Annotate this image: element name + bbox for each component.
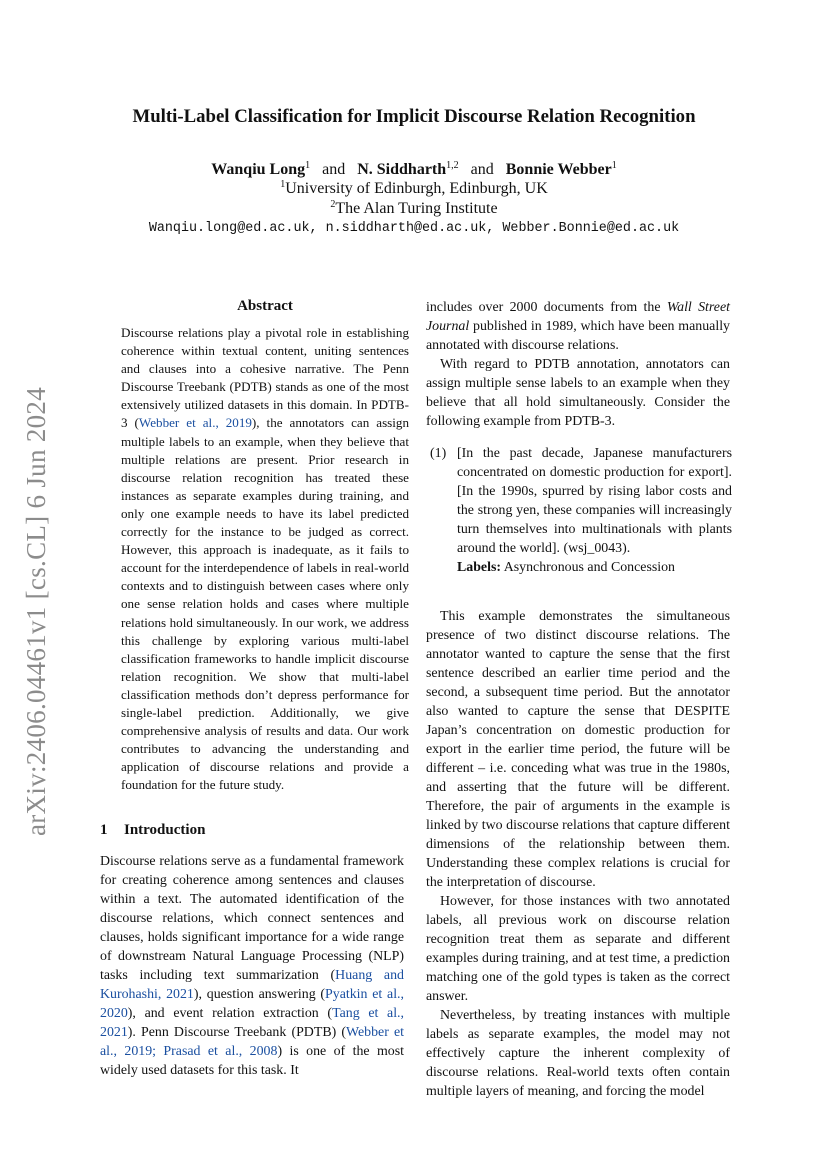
example-body xyxy=(457,444,732,577)
affiliation-sup: 2 xyxy=(330,199,336,210)
author-name: Wanqiu Long xyxy=(211,161,306,178)
paragraph-text: ). Penn Discourse Treebank (PDTB) ( xyxy=(127,1025,346,1040)
section-number: 1 xyxy=(100,822,108,838)
abstract-heading: Abstract xyxy=(237,298,293,314)
linguistic-example xyxy=(430,444,732,577)
abstract-text: Discourse relations play a pivotal role in establishing coherence within textual content, uniting sentences and clauses into a cohesive narrative. The Penn Discourse Treebank (PDTB) stands as one of the most extensively utilized datasets in this domain. In PDTB-3 ( xyxy=(121,325,409,431)
affiliation-sup: 1 xyxy=(280,179,286,190)
paragraph: This example demonstrates the simultaneous presence of two distinct discourse relations. The annotator wanted to capture the sense that the first sentence described an earlier time period and the second, a subsequent time period. But the annotator also wanted to capture the sense that DESPITE Japan’s concentration on domestic production for export in the earlier time period, the future will be different – i.e. conceding what was true in the 1980s, and asserting that the future will be different. Therefore, the pair of arguments in the example is linked by two discourse relations that capture different dimensions of the relationship between them. Understanding these complex relations is crucial for the interpretation of discourse. xyxy=(426,609,730,890)
arxiv-id: arXiv:2406.04461v1 [cs.CL] 6 Jun 2024 xyxy=(21,386,52,836)
left-column-body xyxy=(100,852,404,1080)
author-separator: and xyxy=(322,161,346,178)
paragraph-text: published in 1989, which have been manually annotated with discourse relations. xyxy=(426,319,730,353)
citation-link[interactable]: Huang and Kurohashi, 2021 xyxy=(100,968,404,1002)
affiliation xyxy=(0,200,828,218)
journal-name: Wall Street Journal xyxy=(426,300,730,334)
arxiv-stamp xyxy=(22,376,52,846)
citation-link[interactable]: Webber et al., 2019 xyxy=(138,415,252,431)
paragraph-text: Discourse relations serve as a fundamental framework for creating coherence among sentences and clauses within a text. The automated identification of the discourse relations, which connect sentences and clauses, holds significant importance for a wide range of downstream Natural Language Processing (NLP) tasks including text summarization ( xyxy=(100,854,404,983)
paragraph-text: ), and event relation extraction ( xyxy=(127,1006,333,1021)
author-sup: 1 xyxy=(305,160,311,171)
affiliation-text: University of Edinburgh, Edinburgh, UK xyxy=(285,180,548,197)
affiliation-text: The Alan Turing Institute xyxy=(335,200,498,217)
paragraph: With regard to PDTB annotation, annotators can assign multiple sense labels to an example when they believe that all hold simultaneously. Consider the following example from PDTB-3. xyxy=(426,357,730,429)
paper-title: Multi-Label Classification for Implicit Discourse Relation Recognition xyxy=(132,106,696,127)
affiliation xyxy=(0,180,828,198)
citation-link[interactable]: Webber et al., 2019; Prasad et al., 2008 xyxy=(100,1025,404,1059)
author-sup: 1 xyxy=(611,160,617,171)
paragraph-text: includes over 2000 documents from the xyxy=(426,300,667,315)
section-heading xyxy=(100,822,205,839)
author-emails: Wanqiu.long@ed.ac.uk, n.siddharth@ed.ac.uk, Webber.Bonnie@ed.ac.uk xyxy=(148,221,680,236)
example-text: [In the past decade, Japanese manufacturers concentrated on domestic production for export]. [In the 1990s, spurred by rising labor costs and the strong yen, these companies will increasingly turn themselves into multinationals with plants around the world]. (wsj_0043). xyxy=(457,446,732,556)
example-labels-value: Asynchronous and Concession xyxy=(501,560,676,575)
author-name: N. Siddharth xyxy=(357,161,447,178)
citation-link[interactable]: Tang et al., 2021 xyxy=(100,1006,405,1040)
example-number: (1) xyxy=(430,446,447,461)
paragraph: Nevertheless, by treating instances with multiple labels as separate examples, the model may not effectively capture the inherent complexity of discourse relations. Real-world texts often contain multiple layers of meaning, and forcing the model xyxy=(426,1008,730,1099)
citation-link[interactable]: Pyatkin et al., 2020 xyxy=(100,987,404,1021)
right-column-top xyxy=(426,298,730,431)
example-labels-key: Labels: xyxy=(457,560,501,575)
abstract-body xyxy=(121,324,409,794)
paragraph-text: ), question answering ( xyxy=(193,987,326,1002)
abstract-text: ), the annotators can assign multiple labels to an example, when they believe that multiple relations are present. Prior research in discourse relation recognition has treated these instances as separate examples during training, and only one example needs to have its label predicted correctly for the instance to be judged as correct. However, this approach is inadequate, as it fails to account for the interdependence of labels in real-world contexts and to distinguish between cases where only one sense relation holds and cases where multiple relations hold simultaneously. In our work, we address this challenge by exploring various multi-label classification frameworks to handle implicit discourse relation recognition. We show that multi-label classification methods don’t depress performance for single-label prediction. Additionally, we give comprehensive analysis of results and data. Our work contributes to advancing the understanding and application of discourse relations and provide a foundation for the future study. xyxy=(121,415,409,793)
right-column-bottom xyxy=(426,607,730,1101)
author-separator: and xyxy=(470,161,494,178)
paragraph: However, for those instances with two annotated labels, all previous work on discourse relation recognition treat them as separate and different examples during training, and at test time, a prediction matching one of the gold types is taken as the correct answer. xyxy=(426,894,730,1004)
paragraph-text: ) is one of the most widely used datasets for this task. It xyxy=(100,1044,404,1078)
paragraph xyxy=(426,298,730,355)
author-sup: 1,2 xyxy=(446,160,459,171)
paragraph xyxy=(100,852,404,1080)
author-name: Bonnie Webber xyxy=(505,161,612,178)
author-line xyxy=(0,160,828,180)
section-title: Introduction xyxy=(124,822,206,838)
